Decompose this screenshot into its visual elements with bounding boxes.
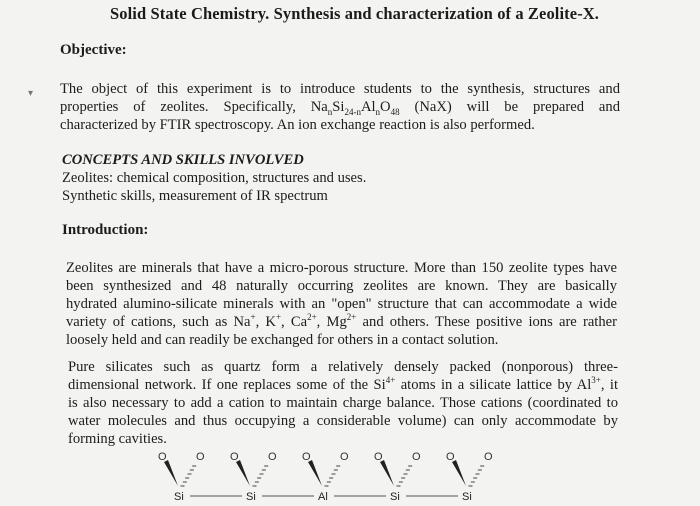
objective-line-2: properties of zeolites. Specifically, $Na_nSi_{24-n}Al_nO_{48}$ (NaX) will be prepared and [60, 99, 620, 117]
margin-mark: ▾ [28, 88, 34, 99]
intro-p2-line-2: dimensional network. If one replaces some of the $Si^{4+}$ atoms in a silicate lattice by $Al^{3+}$, it [68, 375, 619, 393]
oxygen-label: O [302, 451, 311, 463]
objective-line-1: The object of this experiment is to introduce students to the synthesis, structures and [60, 81, 620, 97]
document-title: Solid State Chemistry. Synthesis and characterization of a Zeolite-X. [110, 4, 600, 23]
intro-p1-line-1: Zeolites are minerals that have a micro-porous structure. More than 150 zeolite types have [66, 260, 617, 276]
oxygen-label: O [340, 451, 349, 463]
zeolite-structure-diagram [140, 448, 500, 506]
concepts-line-2: Synthetic skills, measurement of IR spectrum [62, 188, 328, 204]
wedge-bond [308, 460, 322, 486]
concepts-section [62, 151, 366, 205]
objective-paragraph [60, 80, 620, 134]
intro-p2-line-3: is also necessary to add a cation to maintain charge balance. Those cations (coordinated to [68, 395, 618, 411]
oxygen-label: O [446, 451, 455, 463]
oxygen-label: O [412, 451, 421, 463]
intro-p2-line-1: Pure silicates such as quartz form a relatively densely packed (nonporous) three- [68, 359, 618, 375]
oxygen-label: O [268, 451, 277, 463]
atom-label: Si [390, 491, 400, 503]
wedge-bond [452, 460, 466, 486]
intro-p2-line-5: forming cavities. [68, 431, 167, 447]
intro-p1-line-3: hydrated alumino-silicate minerals with an "open" structure that can accommodate a wide [66, 296, 617, 312]
introduction-heading: Introduction: [62, 222, 149, 238]
concepts-heading: CONCEPTS AND SKILLS INVOLVED [62, 152, 304, 168]
intro-p1-line-4: variety of cations, such as Na+, K+, $Ca^{2+}$, $Mg^{2+}$ and others. These positive ions are rather [66, 312, 617, 330]
intro-p1-line-2: been synthesized and 48 naturally occurring zeolites are known. They are basically [66, 278, 617, 294]
atom-label: Si [462, 491, 472, 503]
atom-label: Si [174, 491, 184, 503]
oxygen-label: O [196, 451, 205, 463]
objective-line-3: characterized by FTIR spectroscopy. An ion exchange reaction is also performed. [60, 117, 535, 133]
oxygen-label: O [230, 451, 239, 463]
atom-label: Si [246, 491, 256, 503]
intro-p2-line-4: water molecules and thus occupying a considerable volume) can only accommodate by [68, 413, 618, 429]
intro-p1-line-5: loosely held and can readily be exchanged for others in a contact solution. [66, 332, 499, 348]
introduction-paragraph-1 [66, 259, 617, 349]
concepts-line-1: Zeolites: chemical composition, structures and uses. [62, 170, 367, 186]
oxygen-label: O [484, 451, 493, 463]
wedge-bond [236, 460, 250, 486]
introduction-paragraph-2 [68, 358, 618, 448]
objective-heading: Objective: [60, 42, 127, 58]
oxygen-label: O [374, 451, 383, 463]
oxygen-label: O [158, 451, 167, 463]
wedge-bond [164, 460, 178, 486]
atom-label: Al [318, 491, 328, 503]
wedge-bond [380, 460, 394, 486]
